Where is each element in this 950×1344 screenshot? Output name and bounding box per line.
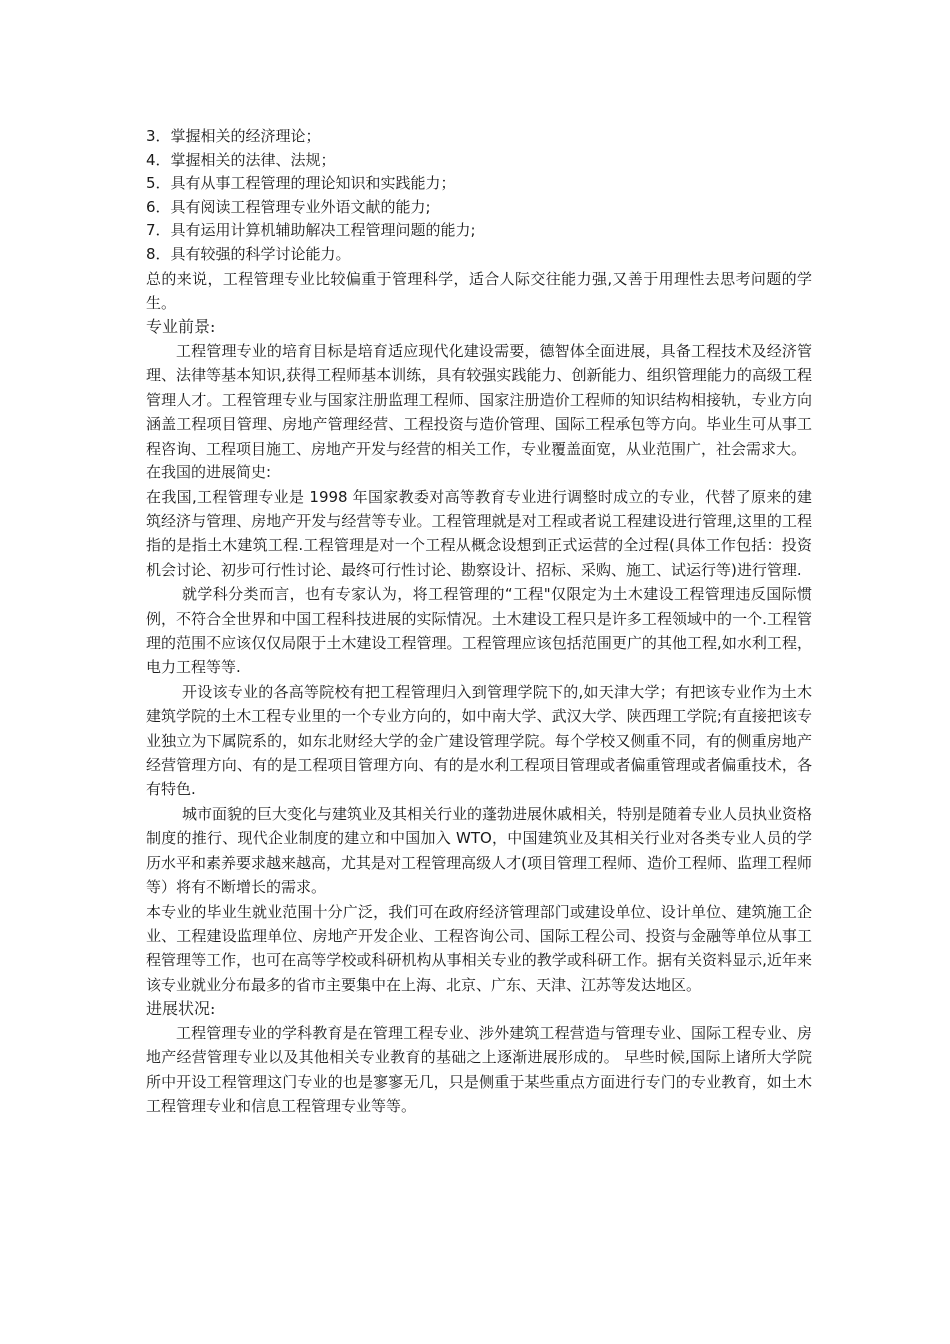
- list-item: 7．具有运用计算机辅助解决工程管理问题的能力;: [146, 221, 476, 240]
- summary-paragraph: 总的来说，工程管理专业比较偏重于管理科学，适合人际交往能力强,又善于用理性去思考问题的学生。: [146, 269, 812, 312]
- history-paragraph-5: 本专业的毕业生就业范围十分广泛，我们可在政府经济管理部门或建设单位、设计单位、建筑施工企业、工程建设监理单位、房地产开发企业、工程咨询公司、国际工程公司、投资与金融等单位从事工程管理等工作，也可在高等学校或科研机构从事相关专业的教学或科研工作。据有关资料显示,近年来该专业就业分布最多的省市主要集中在上海、北京、广东、天津、江苏等发达地区。: [146, 902, 812, 994]
- list-item: 6．具有阅读工程管理专业外语文献的能力;: [146, 197, 431, 216]
- section-heading-status: 进展状况:: [146, 999, 216, 1019]
- list-item: 4．掌握相关的法律、法规；: [146, 150, 336, 169]
- list-item: 3．掌握相关的经济理论；: [146, 127, 321, 145]
- history-paragraph-1: 在我国,工程管理专业是 1998 年国家教委对高等教育专业进行调整时成立的专业，代替了原来的建筑经济与管理、房地产开发与经营等专业。工程管理就是对工程或者说工程建设进行管理,这里的工程指的是指土木建筑工程.工程管理是对一个工程从概念设想到正式运营的全过程(具体工作包括：投资机会讨论、初步可行性讨论、最终可行性讨论、勘察设计、招标、采购、施工、试运行等)进行管理.: [146, 487, 812, 579]
- section-heading-prospects: 专业前景:: [146, 317, 216, 337]
- status-paragraph: 工程管理专业的学科教育是在管理工程专业、涉外建筑工程营造与管理专业、国际工程专业、房地产经营管理专业以及其他相关专业教育的基础之上逐渐进展形成的。 早些时候,国际上诸所大学院所中开设工程管理这门专业的也是寥寥无几，只是侧重于某些重点方面进行专门的专业教育，如土木工程管理专业和信息工程管理专业等等。: [146, 1023, 812, 1115]
- history-paragraph-2: 就学科分类而言，也有专家认为，将工程管理的“工程"仅限定为土木建设工程管理违反国际惯例，不符合全世界和中国工程科技进展的实际情况。土木建设工程只是许多工程领域中的一个.工程管理的范围不应该仅仅局限于土木建设工程管理。工程管理应该包括范围更广的其他工程,如水利工程，电力工程等等.: [146, 585, 812, 677]
- history-paragraph-4: 城市面貌的巨大变化与建筑业及其相关行业的蓬勃进展休戚相关，特别是随着专业人员执业资格制度的推行、现代企业制度的建立和中国加入 WTO，中国建筑业及其相关行业对各类专业人员的学历水平和素养要求越来越高，尤其是对工程管理高级人才(项目管理工程师、造价工程师、监理工程师等）将有不断增长的需求。: [146, 804, 813, 897]
- history-paragraph-3: 开设该专业的各高等院校有把工程管理归入到管理学院下的,如天津大学；有把该专业作为土木建筑学院的土木工程专业里的一个专业方向的，如中南大学、武汉大学、陕西理工学院;有直接把该专业独立为下属院系的，如东北财经大学的金广建设管理学院。每个学校又侧重不同，有的侧重房地产经营管理方向、有的是工程项目管理方向、有的是水利工程项目管理或者偏重管理或者偏重技术，各有特色.: [146, 682, 812, 799]
- list-item: 8．具有较强的科学讨论能力。: [146, 244, 351, 263]
- document-body: [146, 125, 812, 1118]
- section-heading-history: 在我国的进展简史:: [146, 463, 272, 481]
- list-item: 5．具有从事工程管理的理论知识和实践能力；: [146, 174, 456, 193]
- prospects-paragraph: 工程管理专业的培育目标是培育适应现代化建设需要，德智体全面进展，具备工程技术及经济管理、法律等基本知识,获得工程师基本训练，具有较强实践能力、创新能力、组织管理能力的高级工程管理人才。工程管理专业与国家注册监理工程师、国家注册造价工程师的知识结构相接轨，专业方向涵盖工程项目管理、房地产管理经营、工程投资与造价管理、国际工程承包等方向。毕业生可从事工程咨询、工程项目施工、房地产开发与经营的相关工作，专业覆盖面宽，从业范围广，社会需求大。: [146, 341, 812, 458]
